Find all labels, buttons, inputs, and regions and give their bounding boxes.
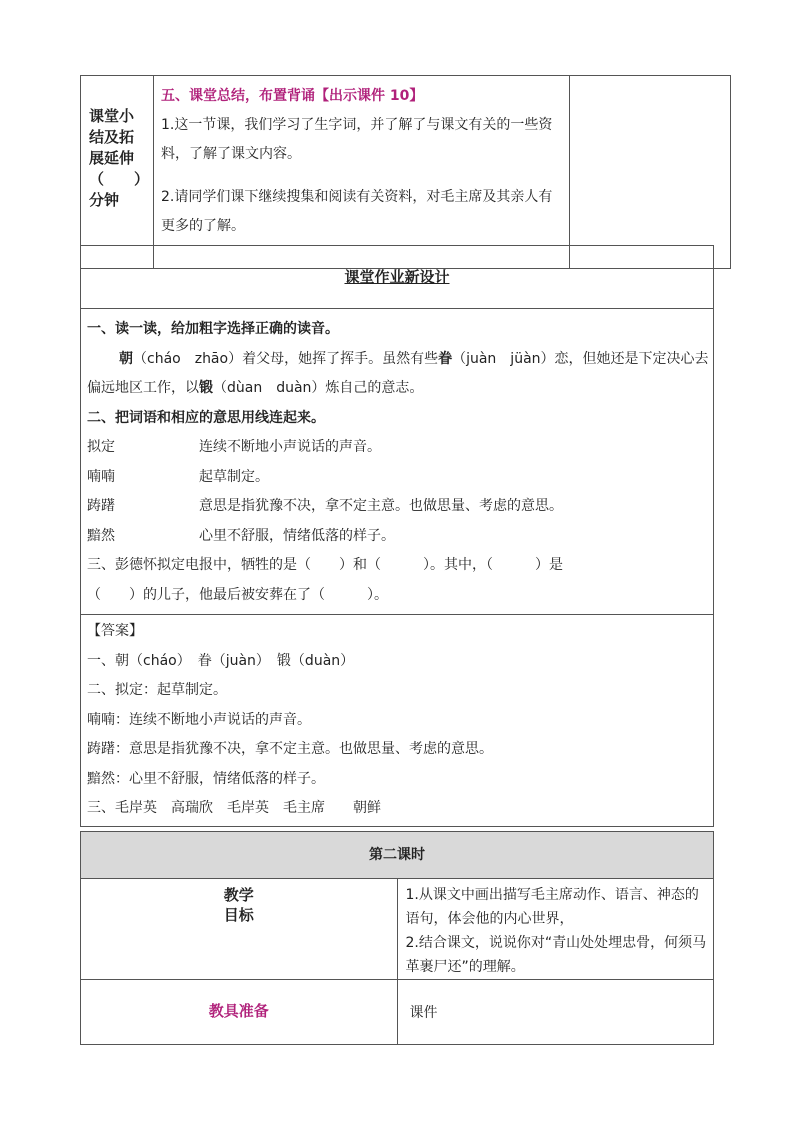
match-word: 踌躇 (87, 498, 115, 514)
goal-label-line: 教学 (223, 886, 254, 904)
text-run: （dùan duàn）炼自己的意志。 (213, 380, 424, 396)
match-meaning: 起草制定。 (199, 468, 269, 485)
answer-line: 黯然：心里不舒服，情绪低落的样子。 (87, 770, 325, 787)
match-meaning: 心里不舒服，情绪低落的样子。 (199, 527, 395, 544)
answers-section (81, 615, 714, 827)
answer-line: 踌躇：意思是指犹豫不决，拿不定主意。也做思量、考虑的意思。 (87, 741, 493, 757)
question-3-line: 三、彭德怀拟定电报中，牺牲的是（ ）和（ ）。其中，（ ）是 (87, 557, 563, 573)
goal-text (397, 879, 714, 980)
match-meaning: 意思是指犹豫不决，拿不定主意。也做思量、考虑的意思。 (199, 498, 563, 514)
summary-label-line: 结及拓 (89, 128, 135, 146)
summary-label-line: 分钟 (89, 191, 120, 209)
summary-label (81, 76, 154, 269)
summary-paragraph: 2.请同学们课下继续搜集和阅读有关资料，对毛主席及其亲人有更多的了解。 (161, 189, 553, 234)
homework-title: 课堂作业新设计 (344, 268, 450, 286)
match-word: 拟定 (87, 439, 115, 455)
question-3-line: （ ）的儿子，他最后被安葬在了（ ）。 (87, 586, 388, 603)
answers-heading: 【答案】 (87, 623, 143, 639)
tools-value: 课件 (397, 980, 714, 1045)
bold-char: 眷 (438, 350, 453, 367)
summary-empty-cell (570, 76, 731, 269)
answer-line: 二、拟定：起草制定。 (87, 682, 227, 698)
lesson2-title-cell (81, 832, 714, 879)
summary-body (154, 76, 570, 269)
goal-item: 1.从课文中画出描写毛主席动作、语言、神态的语句，体会他的内心世界， (405, 887, 699, 927)
text-run: （juàn jüàn）恋，但她还是下定决心去偏远地区工作，以 (87, 350, 709, 396)
summary-paragraph: 1.这一节课，我们学习了生字词，并了解了与课文有关的一些资料，了解了课文内容。 (161, 117, 553, 162)
match-row (87, 463, 709, 493)
bold-char: 锻 (199, 380, 213, 396)
answer-line: 喃喃：连续不断地小声说话的声音。 (87, 711, 311, 728)
summary-table (80, 75, 731, 269)
tools-label: 教具准备 (81, 980, 398, 1045)
summary-heading: 五、课堂总结，布置背诵【出示课件 10】 (161, 88, 424, 104)
lesson2-table (80, 831, 714, 1045)
question-2-title: 二、把词语和相应的意思用线连起来。 (87, 409, 325, 426)
homework-table (80, 245, 714, 827)
match-meaning: 连续不断地小声说话的声音。 (199, 439, 381, 455)
answer-line: 三、毛岸英 高瑞欣 毛岸英 毛主席 朝鲜 (87, 800, 381, 816)
summary-label-line: 展延伸 (89, 149, 135, 167)
exercise-section (81, 309, 714, 615)
text-run: （cháo zhāo）着父母，她挥了挥手。虽然有些 (133, 350, 439, 367)
question-1-title: 一、读一读，给加粗字选择正确的读音。 (87, 321, 339, 337)
summary-label-line: （ ） (89, 170, 150, 188)
goal-label (81, 879, 398, 980)
match-row (87, 433, 709, 463)
bold-char: 朝 (119, 350, 133, 367)
homework-title-cell (81, 246, 714, 309)
match-row (87, 492, 709, 522)
summary-label-line: 课堂小 (89, 107, 135, 125)
goal-item: 2.结合课文，说说你对“青山处处埋忠骨，何须马革裹尸还”的理解。 (405, 935, 707, 975)
goal-label-line: 目标 (223, 906, 254, 924)
lesson2-title: 第二课时 (369, 847, 425, 863)
question-1-text (87, 345, 709, 404)
match-row (87, 522, 709, 552)
match-word: 黯然 (87, 527, 115, 544)
answer-line: 一、朝（cháo） 眷（juàn） 锻（duàn） (87, 652, 355, 669)
match-word: 喃喃 (87, 468, 115, 485)
